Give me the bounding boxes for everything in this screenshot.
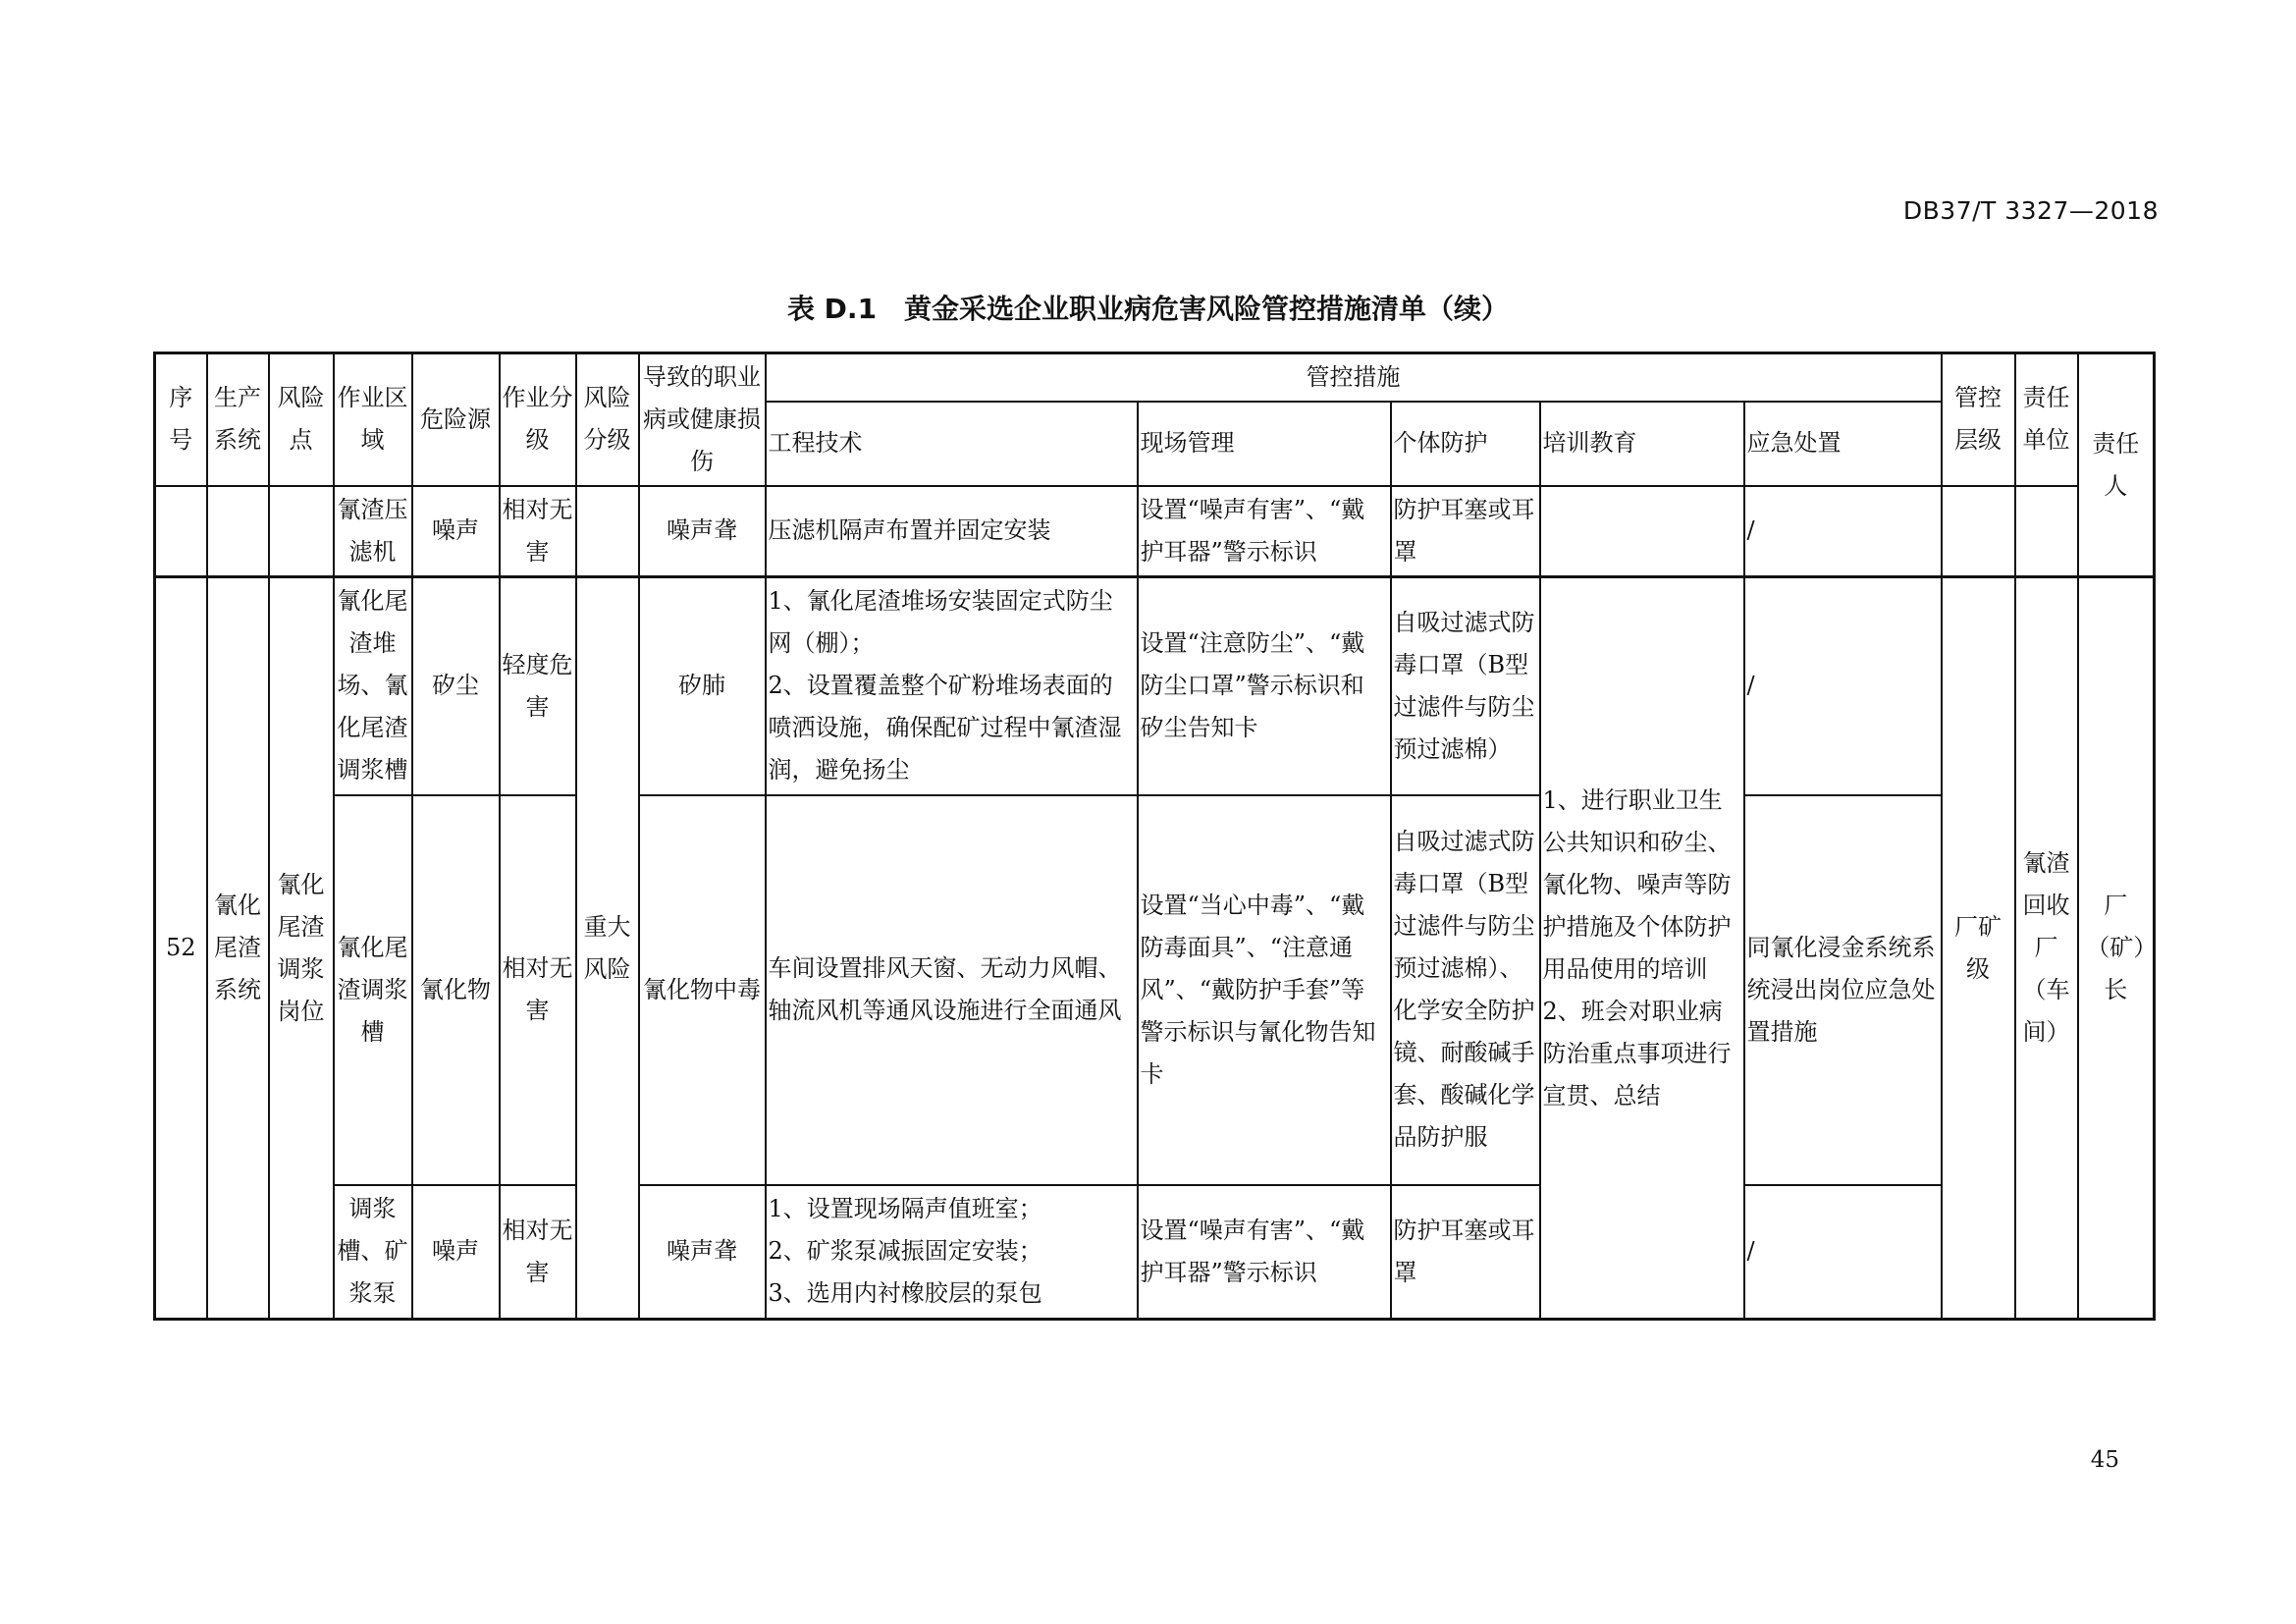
col-header-area: 作业区域 xyxy=(334,353,412,486)
cell-disease: 矽肺 xyxy=(639,577,766,795)
cell-site-mgmt: 设置“当心中毒”、“戴防毒面具”、“注意通风”、“戴防护手套”等警示标识与氰化物告知卡 xyxy=(1138,795,1391,1185)
cell-ppe: 防护耳塞或耳罩 xyxy=(1391,1185,1540,1320)
cell-hazard: 噪声 xyxy=(412,1185,500,1320)
col-header-measures: 管控措施 xyxy=(766,353,1942,402)
cell-resp-person: 厂（矿）长 xyxy=(2078,577,2155,1320)
cell-seq: 52 xyxy=(155,577,207,1320)
cell-emergency: / xyxy=(1744,486,1942,577)
cell-work-level: 轻度危害 xyxy=(500,577,576,795)
col-header-engineering: 工程技术 xyxy=(766,402,1138,486)
col-header-seq: 序号 xyxy=(155,353,207,486)
col-header-resp-unit: 责任单位 xyxy=(2015,353,2078,486)
col-header-risk-point: 风险点 xyxy=(269,353,334,486)
cell-hazard: 噪声 xyxy=(412,486,500,577)
cell-engineering: 1、氰化尾渣堆场安装固定式防尘网（棚）； 2、设置覆盖整个矿粉堆场表面的喷洒设施，确保配矿过程中氰渣湿润，避免扬尘 xyxy=(766,577,1138,795)
cell-engineering: 车间设置排风天窗、无动力风帽、轴流风机等通风设施进行全面通风 xyxy=(766,795,1138,1185)
cell-work-level: 相对无害 xyxy=(500,1185,576,1320)
cell-ppe: 防护耳塞或耳罩 xyxy=(1391,486,1540,577)
cell-work-level: 相对无害 xyxy=(500,486,576,577)
cell-risk-level-empty xyxy=(576,486,639,577)
cell-emergency: / xyxy=(1744,577,1942,795)
cell-control-level: 厂矿级 xyxy=(1942,577,2015,1320)
header-row-1 xyxy=(155,353,2155,402)
cell-risk-point-empty xyxy=(269,486,334,577)
cell-disease: 噪声聋 xyxy=(639,1185,766,1320)
cell-site-mgmt: 设置“注意防尘”、“戴防尘口罩”警示标识和矽尘告知卡 xyxy=(1138,577,1391,795)
table-row-52-3 xyxy=(155,1185,2155,1320)
cell-control-level-empty xyxy=(1942,486,2015,577)
col-header-system: 生产系统 xyxy=(207,353,269,486)
cell-system-empty xyxy=(207,486,269,577)
cell-training: 1、进行职业卫生公共知识和矽尘、氰化物、噪声等防护措施及个体防护用品使用的培训 2、班会对职业病防治重点事项进行宣贯、总结 xyxy=(1540,577,1744,1320)
cell-ppe: 自吸过滤式防毒口罩（B型过滤件与防尘预过滤棉）、化学安全防护镜、耐酸碱手套、酸碱化学品防护服 xyxy=(1391,795,1540,1185)
standard-code: DB37/T 3327—2018 xyxy=(1902,196,2159,225)
cell-engineering: 压滤机隔声布置并固定安装 xyxy=(766,486,1138,577)
cell-area: 氰化尾渣堆场、氰化尾渣调浆槽 xyxy=(334,577,412,795)
col-header-resp-person: 责任人 xyxy=(2078,353,2155,577)
col-header-work-level: 作业分级 xyxy=(500,353,576,486)
col-header-training: 培训教育 xyxy=(1540,402,1744,486)
table-row-52-2 xyxy=(155,795,2155,1185)
cell-seq-empty xyxy=(155,486,207,577)
cell-risk-level: 重大风险 xyxy=(576,577,639,1320)
cell-engineering: 1、设置现场隔声值班室； 2、矿浆泵减振固定安装； 3、选用内衬橡胶层的泵包 xyxy=(766,1185,1138,1320)
col-header-disease: 导致的职业病或健康损伤 xyxy=(639,353,766,486)
cell-area: 氰化尾渣调浆槽 xyxy=(334,795,412,1185)
col-header-control-level: 管控层级 xyxy=(1942,353,2015,486)
col-header-ppe: 个体防护 xyxy=(1391,402,1540,486)
cell-resp-unit-empty xyxy=(2015,486,2078,577)
cell-site-mgmt: 设置“噪声有害”、“戴护耳器”警示标识 xyxy=(1138,486,1391,577)
cell-disease: 噪声聋 xyxy=(639,486,766,577)
table-row-prev xyxy=(155,486,2155,577)
cell-area: 氰渣压滤机 xyxy=(334,486,412,577)
cell-risk-point: 氰化尾渣调浆岗位 xyxy=(269,577,334,1320)
cell-work-level: 相对无害 xyxy=(500,795,576,1185)
cell-system: 氰化尾渣系统 xyxy=(207,577,269,1320)
cell-area: 调浆槽、矿浆泵 xyxy=(334,1185,412,1320)
col-header-hazard: 危险源 xyxy=(412,353,500,486)
cell-hazard: 矽尘 xyxy=(412,577,500,795)
table-row-52-1 xyxy=(155,577,2155,795)
cell-site-mgmt: 设置“噪声有害”、“戴护耳器”警示标识 xyxy=(1138,1185,1391,1320)
cell-ppe: 自吸过滤式防毒口罩（B型过滤件与防尘预过滤棉） xyxy=(1391,577,1540,795)
cell-resp-unit: 氰渣回收厂（车间） xyxy=(2015,577,2078,1320)
cell-disease: 氰化物中毒 xyxy=(639,795,766,1185)
page-number: 45 xyxy=(2090,1447,2119,1473)
cell-training xyxy=(1540,486,1744,577)
col-header-site-mgmt: 现场管理 xyxy=(1138,402,1391,486)
cell-emergency: 同氰化浸金系统系统浸出岗位应急处置措施 xyxy=(1744,795,1942,1185)
cell-emergency: / xyxy=(1744,1185,1942,1320)
cell-hazard: 氰化物 xyxy=(412,795,500,1185)
col-header-emergency: 应急处置 xyxy=(1744,402,1942,486)
table-title: 表 D.1 黄金采选企业职业病危害风险管控措施清单（续） xyxy=(786,293,1510,325)
risk-control-table xyxy=(153,352,2156,1321)
col-header-risk-level: 风险分级 xyxy=(576,353,639,486)
